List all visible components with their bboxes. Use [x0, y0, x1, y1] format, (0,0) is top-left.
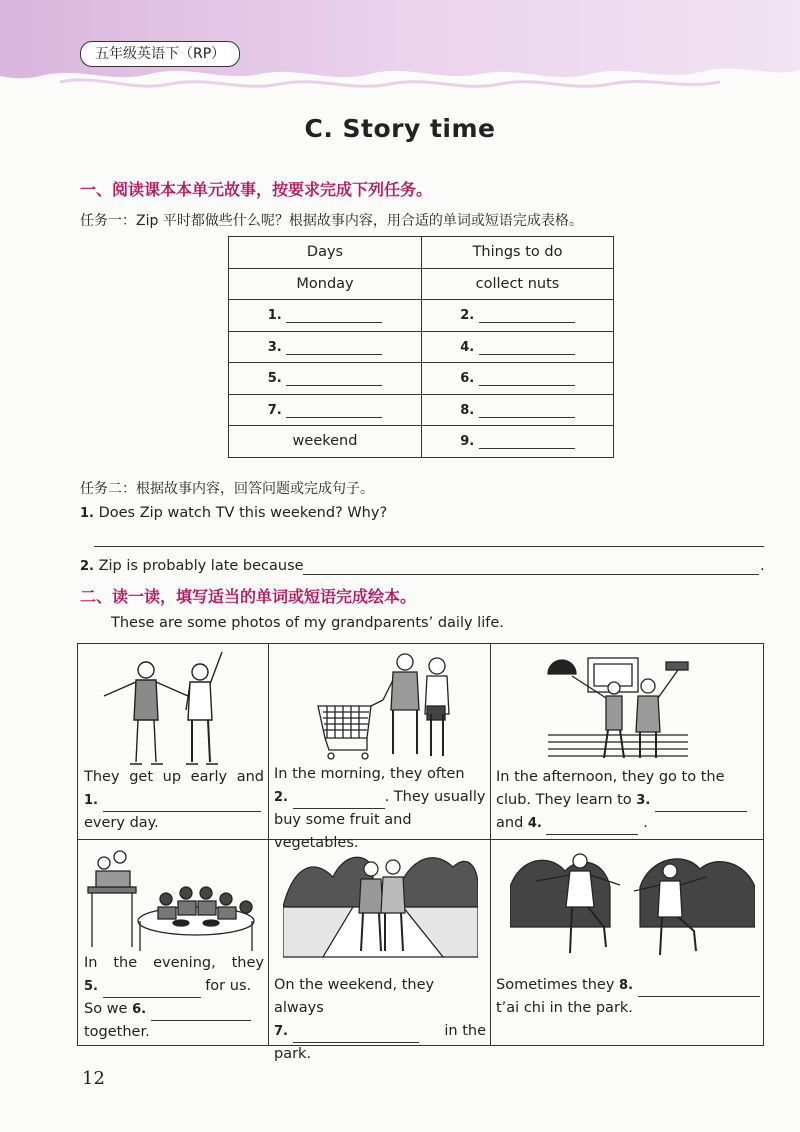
answer-blank[interactable]	[479, 434, 575, 449]
series-label: 五年级英语下（RP）	[80, 41, 240, 67]
section1-heading: 一、阅读课本本单元故事，按要求完成下列任务。	[80, 180, 433, 199]
cell-6-line2: t’ai chi in the park.	[496, 1000, 633, 1016]
shopping-illustration	[313, 650, 463, 765]
blank-num: 4.	[460, 339, 475, 355]
blank-num: 7.	[267, 402, 282, 418]
cell-3-line2-head: club. They learn to	[496, 792, 632, 808]
answer-blank[interactable]	[293, 1026, 419, 1043]
task2-instruction: 任务二：根据故事内容，回答问题或完成句子。	[80, 481, 374, 497]
cell-3-line1: In the afternoon, they go to the	[496, 769, 725, 785]
blank-num: 7.	[274, 1024, 288, 1039]
blank-num: 6.	[460, 371, 475, 387]
cell-6-text	[496, 974, 762, 1020]
header-things: Things to do	[422, 237, 614, 269]
cell-5-line1: On the weekend, they always	[274, 977, 435, 1016]
section2-heading: 二、读一读，填写适当的单词或短语完成绘本。	[80, 587, 417, 606]
blank-num: 5.	[84, 979, 98, 994]
header-days: Days	[229, 237, 422, 269]
example-thing: collect nuts	[422, 268, 614, 300]
cell-3-line3-head: and	[496, 815, 524, 831]
dinner-illustration	[86, 847, 261, 955]
cell-1-line3: every day.	[84, 815, 159, 831]
answer-blank[interactable]	[286, 403, 382, 418]
answer-blank[interactable]	[479, 308, 575, 323]
cell-1-text	[84, 766, 264, 835]
answer-blank[interactable]	[286, 308, 382, 323]
question-1	[80, 505, 387, 521]
q2-text: Zip is probably late because	[98, 558, 304, 574]
cell-4-line1: In the evening, they	[84, 955, 264, 971]
answer-blank[interactable]	[479, 403, 575, 418]
blank-num: 1.	[84, 793, 98, 808]
blank-num: 2.	[274, 790, 288, 805]
section2-intro: These are some photos of my grandparents’ daily life.	[111, 615, 504, 631]
answer-blank[interactable]	[638, 980, 760, 997]
answer-blank[interactable]	[479, 340, 575, 355]
q2-period: .	[760, 558, 765, 574]
answer-blank[interactable]	[655, 795, 747, 812]
cell-4-line2-tail: for us.	[205, 978, 252, 994]
cell-3-period: .	[643, 815, 648, 831]
page-number: 12	[82, 1068, 105, 1089]
club-illustration	[538, 650, 698, 762]
task1-instruction: 任务一：Zip 平时都做些什么呢？根据故事内容，用合适的单词或短语完成表格。	[80, 213, 583, 229]
cell-2-line2-tail: . They usually	[384, 789, 486, 805]
blank-num: 3.	[636, 793, 651, 808]
blank-num: 9.	[460, 434, 475, 450]
blank-num: 1.	[267, 308, 282, 324]
answer-blank[interactable]	[286, 340, 382, 355]
cell-4-text	[84, 952, 264, 1044]
blank-num: 3.	[267, 339, 282, 355]
question-2	[80, 558, 304, 574]
cell-3-text	[496, 766, 762, 835]
answer-blank[interactable]	[103, 981, 201, 998]
cell-5-line2-tail: in the	[444, 1023, 486, 1039]
blank-num: 6.	[132, 1002, 147, 1017]
page-title: C. Story time	[304, 114, 496, 143]
answer-blank[interactable]	[103, 795, 261, 812]
cell-2-line1: In the morning, they often	[274, 766, 465, 782]
picture-book-grid	[77, 643, 764, 1062]
answer-blank[interactable]	[479, 371, 575, 386]
cell-5-text	[274, 974, 486, 1066]
q2-answer-line[interactable]	[303, 574, 759, 575]
cell-5-line3: park.	[274, 1046, 312, 1062]
park-walk-illustration	[283, 847, 478, 959]
cell-4-line3-head: So we	[84, 1001, 128, 1017]
cell-1-line1: They get up early and	[84, 769, 264, 785]
answer-blank[interactable]	[546, 818, 638, 835]
answer-blank[interactable]	[286, 371, 382, 386]
answer-blank[interactable]	[293, 792, 385, 809]
weekend-label: weekend	[229, 426, 422, 458]
cell-6-line1-head: Sometimes they	[496, 977, 615, 993]
cell-4-line4: together.	[84, 1024, 150, 1040]
q2-number: 2.	[80, 559, 94, 574]
blank-num: 4.	[527, 816, 542, 831]
exercise-illustration	[96, 650, 246, 770]
example-day: Monday	[229, 268, 422, 300]
blank-num: 5.	[267, 371, 282, 387]
days-table	[228, 236, 614, 458]
answer-blank[interactable]	[151, 1004, 251, 1021]
q1-answer-line[interactable]	[94, 546, 764, 547]
q1-number: 1.	[80, 506, 94, 521]
taichi-illustration	[510, 847, 755, 959]
cell-2-text	[274, 763, 486, 855]
blank-num: 8.	[460, 402, 475, 418]
blank-num: 2.	[460, 308, 475, 324]
blank-num: 8.	[619, 978, 634, 993]
cell-2-line3: buy some fruit and vegetables.	[274, 812, 412, 851]
q1-text: Does Zip watch TV this weekend? Why?	[98, 505, 388, 521]
